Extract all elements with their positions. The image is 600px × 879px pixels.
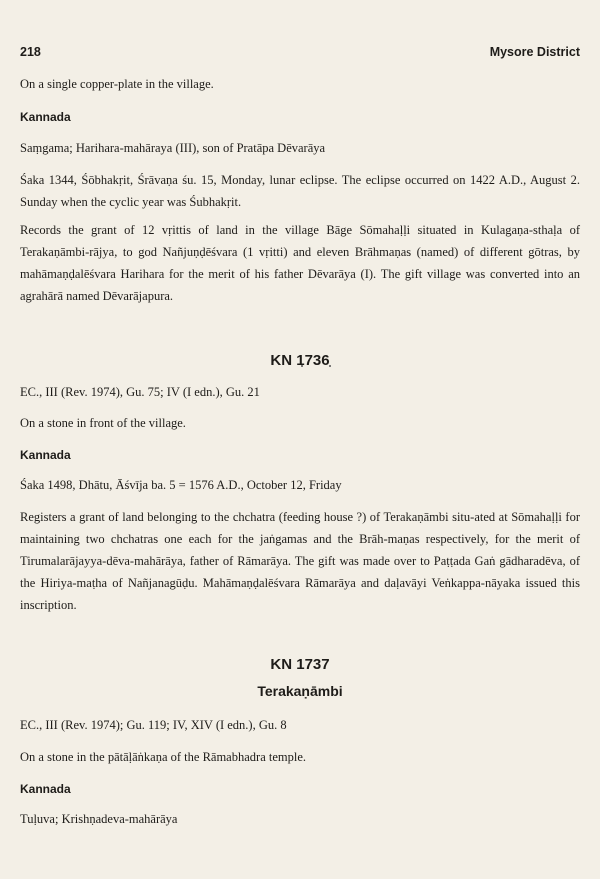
language-label: Kannada bbox=[20, 782, 71, 796]
entry-heading: KN 1737 bbox=[270, 656, 330, 673]
running-header: Mysore District bbox=[489, 45, 580, 59]
language-label: Kannada bbox=[20, 110, 71, 124]
place-heading: Terakaṇāmbi bbox=[257, 683, 343, 699]
inscription-location: On a stone in front of the village. bbox=[20, 416, 186, 430]
inscription-location: On a stone in the pātāḷāṅkaṇa of the Rāmabhadra temple. bbox=[20, 750, 307, 764]
inscription-content: Records the grant of 12 vṛittis of land in the village Bāge Sōmahaḷḷi situated in Kulagaṇa-sthaḷa of Terakaṇāmbi-rājya, to god Nañjuṇḍēśvara (1 vṛitti) and eleven Brāhmaṇas (named) of different gōtras, by mahāmaṇḍalēśvara Harihara for the merit of his father Dēvarāya (I). The gift village was converted into an agrahārā named Dēvarājapura. bbox=[20, 223, 580, 303]
inscription-location: On a single copper-plate in the village. bbox=[20, 77, 214, 91]
inscription-content: Registers a grant of land belonging to the chchatra (feeding house ?) of Terakaṇāmbi situ-ated at Sōmahaḷḷi for maintaining two chchatras one each for the jaṅgamas and the Brāh-maṇas respectively, for the merit of Tirumalarājayya-dēva-mahārāya, father of Rāmarāya. The gift was made over to Paṭṭada Gaṅ gādharadēva, of the Hiriya-maṭha of Nañjanagūḍu. Mahāmaṇḍalēśvara Rāmarāya and daḷavāyi Veṅkappa-nāyaka issued this inscription. bbox=[20, 510, 580, 612]
language-label: Kannada bbox=[20, 448, 71, 462]
date-line: Śaka 1498, Dhātu, Āśvīja ba. 5 = 1576 A.D., October 12, Friday bbox=[20, 478, 342, 492]
entry-heading: KN 1736 bbox=[270, 352, 330, 369]
entry-reference: EC., III (Rev. 1974); Gu. 119; IV, XIV (I edn.), Gu. 8 bbox=[20, 718, 287, 732]
entry-reference: EC., III (Rev. 1974), Gu. 75; IV (I edn.), Gu. 21 bbox=[20, 385, 260, 399]
date-line: Śaka 1344, Śōbhakṛit, Śrāvaṇa śu. 15, Monday, lunar eclipse. The eclipse occurred on 1422 A.D., August 2. Sunday when the cyclic year was Śubhakṛit. bbox=[20, 173, 580, 209]
page-number: 218 bbox=[20, 45, 41, 59]
dynasty-line: Tuḷuva; Krishṇadeva-mahārāya bbox=[20, 812, 178, 826]
dynasty-line: Saṃgama; Harihara-mahāraya (III), son of Pratāpa Dēvarāya bbox=[20, 141, 326, 155]
